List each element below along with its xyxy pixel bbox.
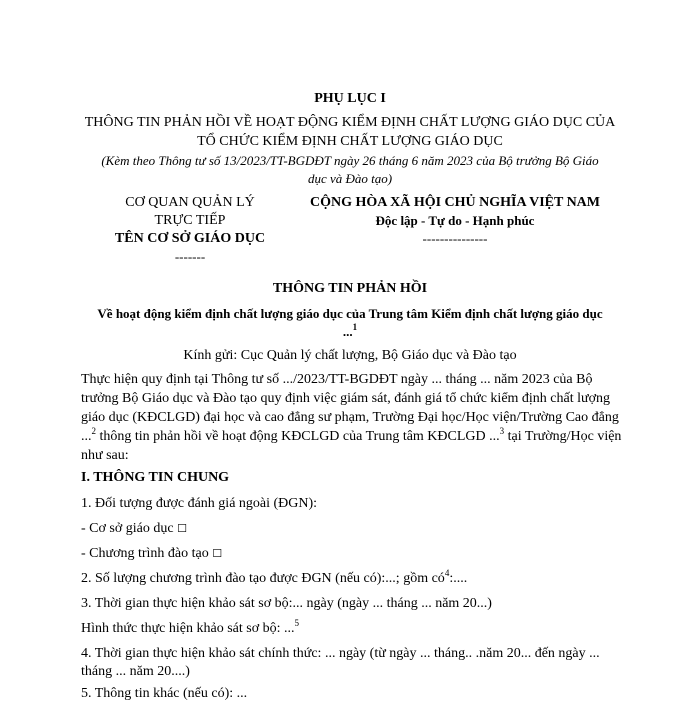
intro-line3: giáo dục (KĐCLGD) đại học và cao đẳng sư phạm, Trường Đại học/Học viện/Trường Cao đẳng — [81, 410, 619, 425]
option-program: - Chương trình đào tạo ☐ — [81, 546, 223, 561]
footnote-ref: 4 — [444, 568, 450, 578]
checkbox-program[interactable]: ☐ — [212, 547, 223, 560]
item1-label: 1. Đối tượng được đánh giá ngoài (ĐGN): — [81, 496, 318, 511]
footnote-ref: 1 — [352, 322, 358, 332]
agency-line1: CƠ QUAN QUẢN LÝ — [125, 195, 255, 210]
item5-label: 5. Thông tin khác (nếu có): ... — [81, 686, 248, 701]
national-motto: Độc lập - Tự do - Hạnh phúc — [375, 213, 535, 228]
subtitle-line1: (Kèm theo Thông tư số 13/2023/TT-BGDĐT ngày 26 tháng 6 năm 2023 của Bộ trưởng Bộ Giáo — [101, 153, 599, 168]
country-name: CỘNG HÒA XÃ HỘI CHỦ NGHĨA VIỆT NAM — [309, 195, 600, 210]
footnote-ref: 2 — [91, 426, 96, 436]
intro-line4: ...$^2$ thông tin phản hồi về hoạt động KĐCLGD của Trung tâm KĐCLGD ...$^3$ tại Trường/Học viện — [81, 426, 622, 444]
section-heading: I. THÔNG TIN CHUNG — [81, 470, 230, 485]
intro-line1: Thực hiện quy định tại Thông tư số .../2023/TT-BGDĐT ngày ... tháng ... năm 2023 của Bộ — [81, 372, 593, 387]
document-title-line2: TỔ CHỨC KIỂM ĐỊNH CHẤT LƯỢNG GIÁO DỤC — [197, 134, 503, 149]
agency-line2: TRỰC TIẾP — [154, 213, 226, 228]
footnote-ref: 3 — [499, 426, 505, 436]
item2-label: 2. Số lượng chương trình đào tạo được ĐGN (nếu có):...; gồm $có^4$:.... — [81, 568, 468, 586]
recipient-line: Kính gửi: Cục Quản lý chất lượng, Bộ Giáo dục và Đào tạo — [183, 348, 517, 363]
item4-line2: tháng ... năm 20....) — [81, 664, 190, 679]
subtitle-line2: dục và Đào tạo) — [307, 171, 393, 186]
item3-form: Hình thức thực hiện khảo sát sơ bộ: ...$^5$ — [81, 618, 299, 636]
footnote-ref: 5 — [294, 618, 299, 628]
feedback-title: THÔNG TIN PHẢN HỒI — [272, 281, 428, 296]
option-institution: - Cơ sở giáo dục ☐ — [81, 521, 187, 536]
institution-name: TÊN CƠ SỞ GIÁO DỤC — [114, 231, 266, 246]
checkbox-institution[interactable]: ☐ — [177, 522, 187, 535]
appendix-label: PHỤ LỤC I — [314, 91, 386, 106]
feedback-subject-line2: ...$^1$ — [342, 322, 358, 339]
intro-line5: như sau: — [81, 448, 129, 463]
feedback-subject-line1: Về hoạt động kiểm định chất lượng giáo dục của Trung tâm Kiểm định chất lượng giáo dục — [97, 306, 603, 321]
left-divider: ------- — [174, 249, 206, 264]
item3-label: 3. Thời gian thực hiện khảo sát sơ bộ:... ngày (ngày ... tháng ... năm 20...) — [81, 596, 492, 611]
item4-line1: 4. Thời gian thực hiện khảo sát chính thức: ... ngày (từ ngày ... tháng.. .năm 20... đến ngày ... — [81, 646, 600, 661]
intro-line2: trưởng Bộ Giáo dục và Đào tạo quy định việc giám sát, đánh giá tổ chức kiểm định chất lượng — [81, 391, 611, 406]
right-divider: --------------- — [422, 231, 488, 246]
document-title-line1: THÔNG TIN PHẢN HỒI VỀ HOẠT ĐỘNG KIỂM ĐỊNH CHẤT LƯỢNG GIÁO DỤC CỦA — [84, 115, 616, 130]
